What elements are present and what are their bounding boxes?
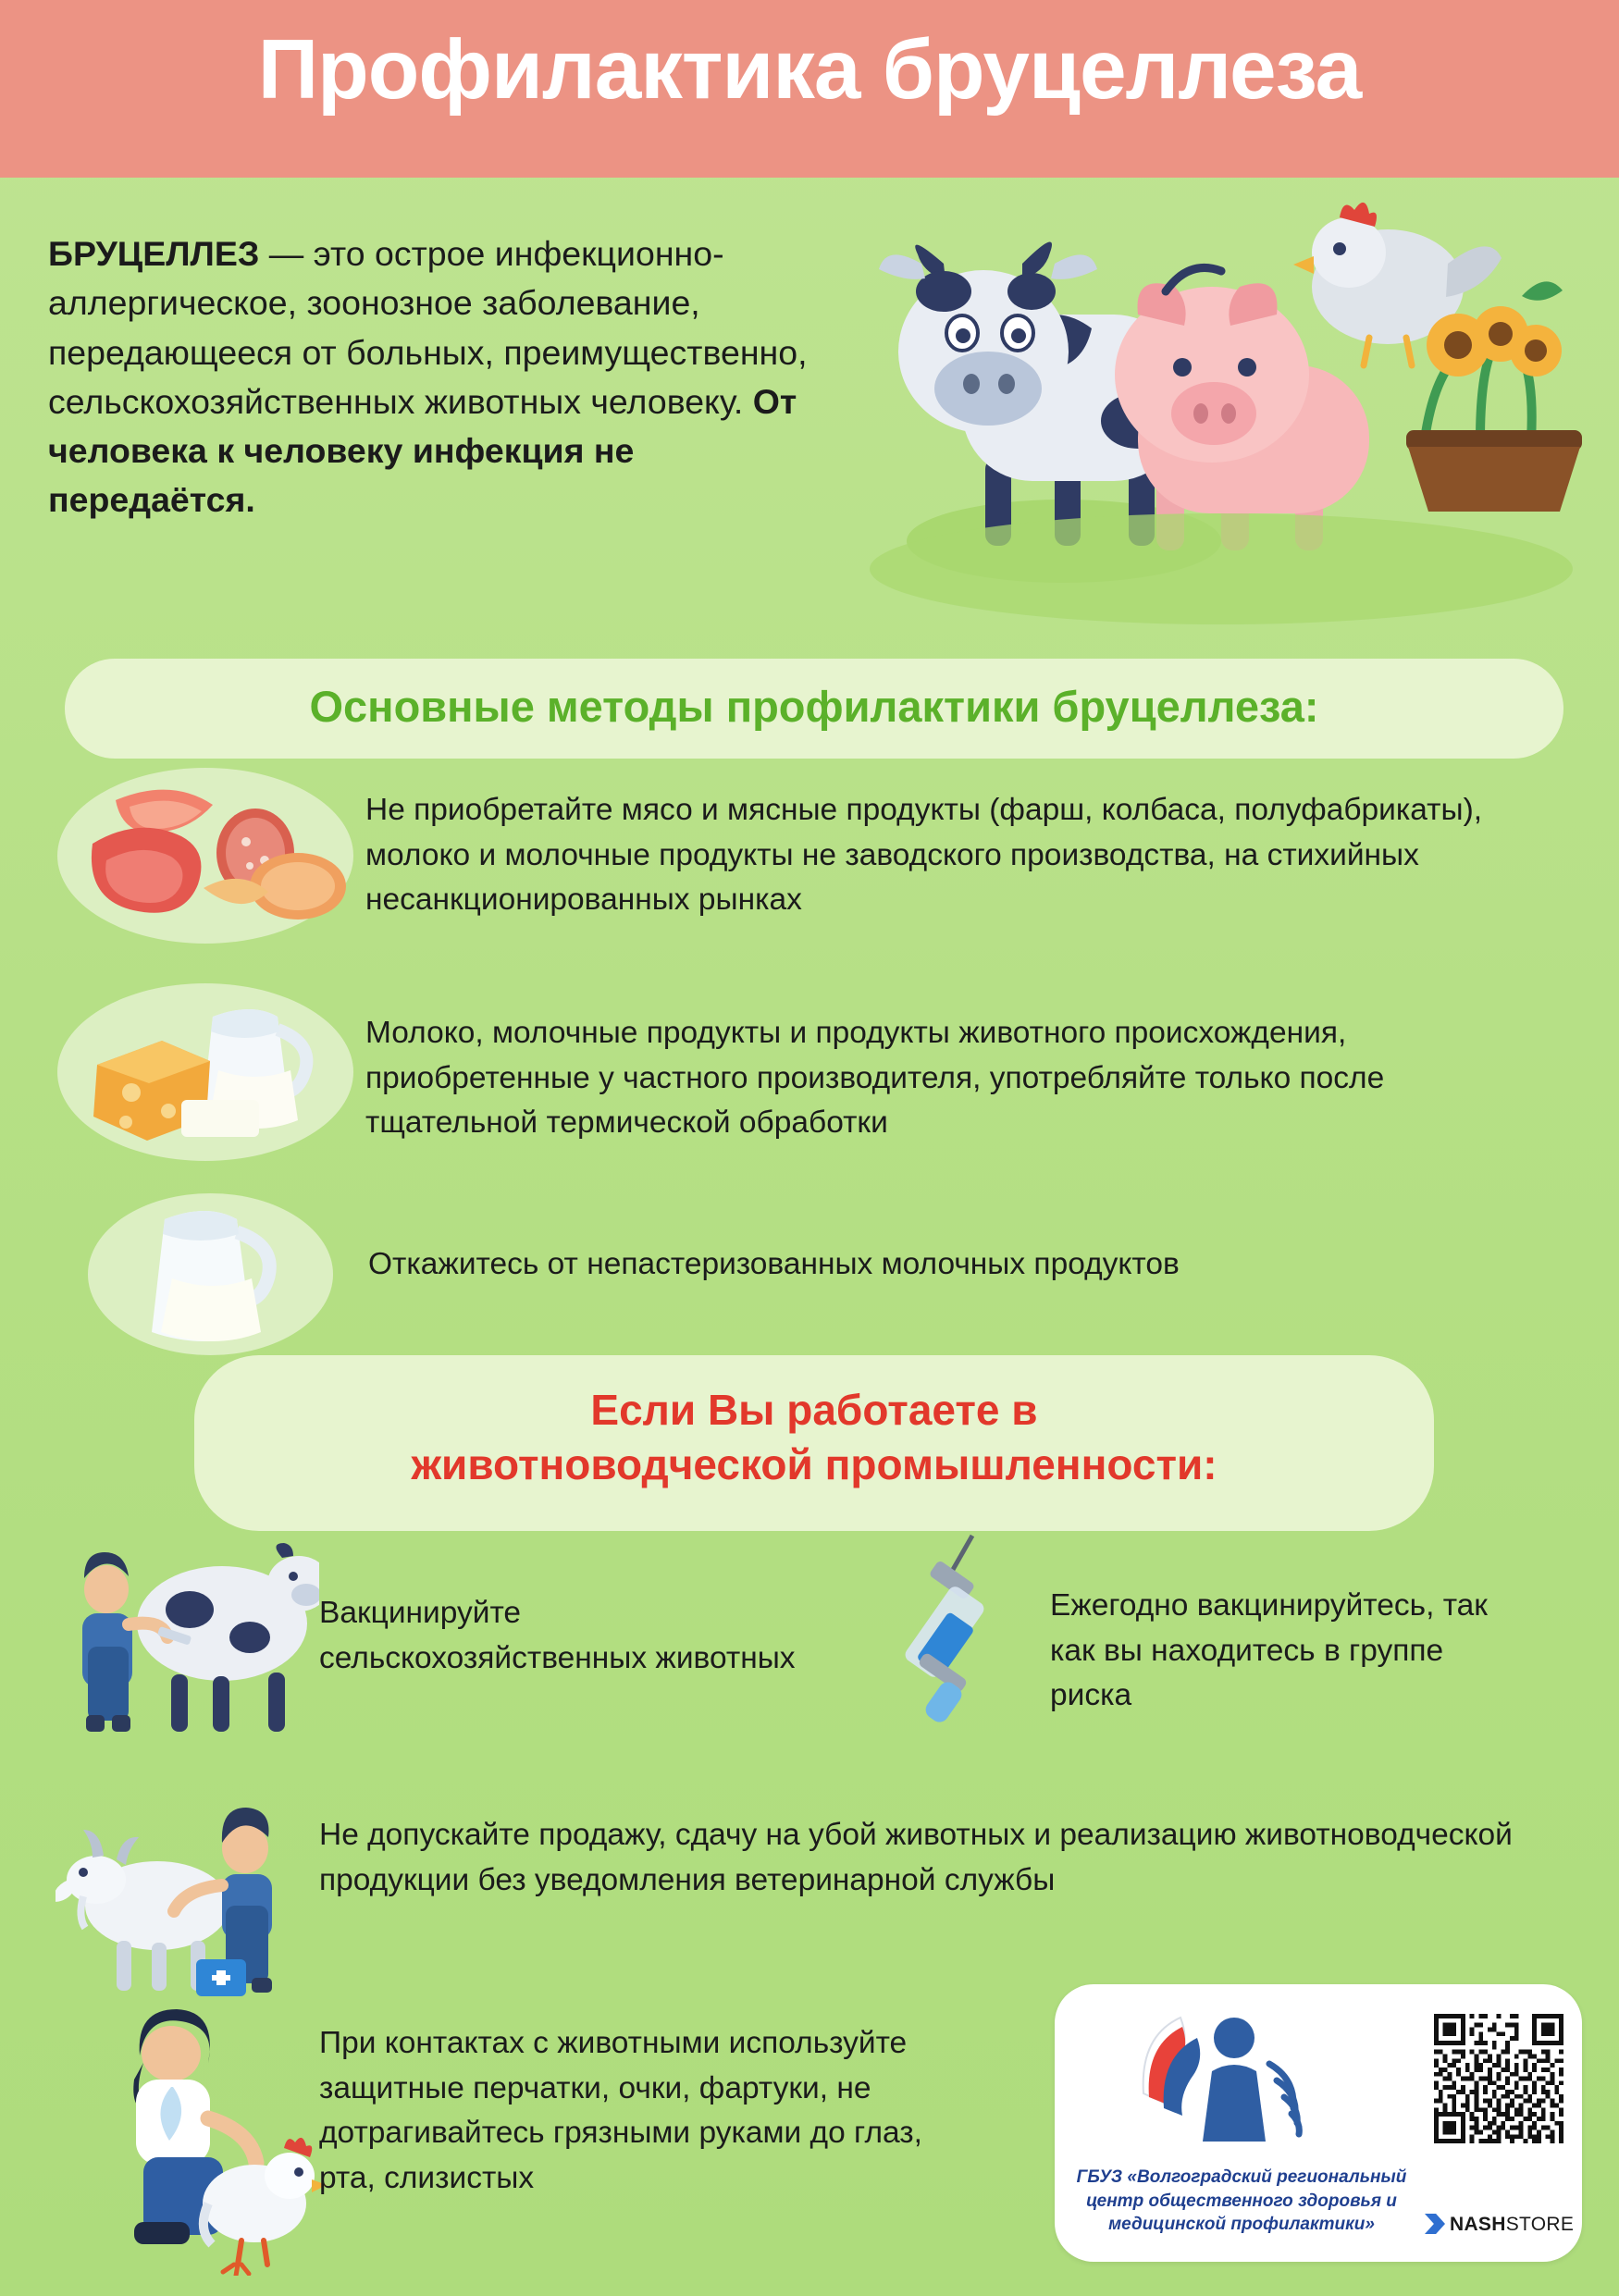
tip-text: Не приобретайте мясо и мясные продукты (фарш, колбаса, полуфабрикаты), молоко и молочные продукты не заводского производства, на стихийных несанкционированных рынках [365,793,1483,918]
work-tip-text: Вакцинируйте сельскохозяйственных животных [319,1596,796,1675]
nashstore-badge[interactable] [1425,2214,1573,2236]
vet-with-goat-icon [56,1795,324,2007]
syringe-icon [884,1526,1022,1739]
organization-name: ГБУЗ «Волгоградский региональный центр общественного здоровья и медицинской профилактики» [1076,2167,1407,2235]
section-heading-work-line1: Если Вы работаете в [590,1386,1038,1434]
milk-jug-icon [111,1201,324,1353]
section-heading-main-methods [65,659,1563,759]
section-heading-work-line2: животноводческой промышленности: [411,1439,1217,1488]
nashstore-light: STORE [1505,2214,1575,2235]
page-title: Профилактика бруцеллеза [257,23,1362,117]
section-heading-livestock-workers [194,1355,1434,1531]
vet-vaccinating-cow-icon [51,1517,319,1748]
meat-products-icon [65,768,352,944]
vet-with-chicken-icon [79,2007,338,2276]
work-tip-text: При контактах с животными используйте защитные перчатки, очки, фартуки, не дотрагивайтесь грязными руками до глаз, рта, слизистых [319,2026,922,2195]
work-tip-text: Ежегодно вакцинируйтесь, так как вы находитесь в группе риска [1050,1588,1488,1713]
footer-logo-card [1055,1984,1582,2262]
intro-body: — это острое инфекционно-аллергическое, зоонозное заболевание, передающееся от больных, преимущественно, сельскохозяйственных животных человеку. [48,234,808,421]
intro-bold-tail: От человека к человеку инфекция не передаётся. [48,381,797,520]
work-tip-text: Не допускайте продажу, сдачу на убой животных и реализацию животноводческой продукции без уведомления ветеринарной службы [319,1818,1513,1897]
farm-animals-illustration [833,153,1591,643]
section-heading-work-label [194,1383,1434,1492]
intro-lead: БРУЦЕЛЛЕЗ [48,234,260,273]
intro-paragraph [48,229,844,525]
section-heading-main-label: Основные методы профилактики бруцеллеза: [309,682,1319,731]
ground-ellipse [870,513,1573,624]
dairy-products-icon [65,981,352,1162]
nashstore-logo-icon [1425,2214,1445,2234]
tip-text: Откажитесь от непастеризованных молочных продуктов [368,1247,1180,1281]
tip-text: Молоко, молочные продукты и продукты животного происхождения, приобретенные у частного производителя, употребляйте только после тщательной термической обработки [365,1016,1385,1141]
nashstore-bold: NASH [1450,2214,1506,2235]
organization-logo-icon [1127,2005,1340,2162]
qr-code-icon[interactable] [1434,2014,1563,2143]
